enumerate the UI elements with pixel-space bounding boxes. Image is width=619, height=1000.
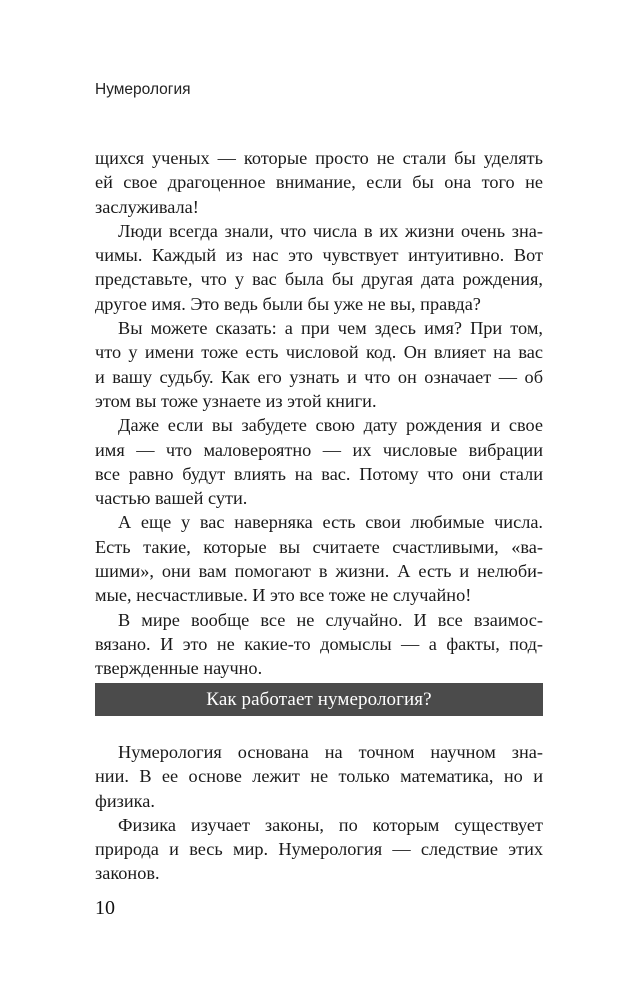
text-line: Вы можете сказать: а при чем здесь имя? При том, bbox=[118, 318, 543, 339]
page-number: 10 bbox=[95, 897, 115, 919]
running-header: Нумерология bbox=[95, 81, 191, 98]
text-line: имя — что маловероятно — их числовые вибрации bbox=[95, 439, 543, 460]
text-line: щихся ученых — которые просто не стали бы уделять bbox=[95, 148, 543, 168]
text-line: шими», они вам помогают в жизни. А есть и нелюби- bbox=[95, 561, 543, 582]
body-text-top bbox=[95, 146, 543, 681]
text-line: Даже если вы забудете свою дату рождения и свое bbox=[118, 415, 543, 436]
text-line: частью вашей сути. bbox=[95, 488, 248, 509]
section-heading bbox=[95, 683, 543, 716]
text-line: природа и весь мир. Нумерология — следствие этих bbox=[95, 839, 543, 860]
text-line: Нумерология основана на точном научном зна- bbox=[118, 742, 543, 762]
text-line: мые, несчастливые. И это все тоже не случайно! bbox=[95, 585, 472, 606]
text-line: что у имени тоже есть числовой код. Он влияет на вас bbox=[95, 342, 543, 363]
text-line: все равно будут влиять на вас. Потому что они стали bbox=[95, 463, 543, 484]
section-heading-text: Как работает нумерология? bbox=[206, 688, 432, 710]
text-line: заслуживала! bbox=[95, 196, 199, 217]
text-line: Люди всегда знали, что числа в их жизни очень зна- bbox=[118, 220, 543, 241]
text-line: и вашу судьбу. Как его узнать и что он означает — об bbox=[95, 366, 543, 387]
text-line: чимы. Каждый из нас это чувствует интуитивно. Вот bbox=[95, 245, 543, 266]
text-line: другое имя. Это ведь были бы уже не вы, правда? bbox=[95, 293, 481, 314]
text-line: физика. bbox=[95, 790, 155, 811]
text-line: законов. bbox=[95, 863, 160, 884]
text-line: вязано. И это не какие-то домыслы — а факты, под- bbox=[95, 633, 543, 654]
body-text-bottom bbox=[95, 740, 543, 886]
text-line: А еще у вас наверняка есть свои любимые числа. bbox=[118, 512, 543, 533]
text-line: Есть такие, которые вы считаете счастливыми, «ва- bbox=[95, 536, 543, 557]
text-line: твержденные научно. bbox=[95, 658, 263, 679]
text-line: этом вы тоже узнаете из этой книги. bbox=[95, 390, 377, 411]
text-line: представьте, что у вас была бы другая дата рождения, bbox=[95, 269, 543, 290]
text-line: В мире вообще все не случайно. И все взаимос- bbox=[118, 609, 543, 630]
text-line: нии. В ее основе лежит не только математика, но и bbox=[95, 766, 543, 787]
text-line: ей свое драгоценное внимание, если бы она того не bbox=[95, 172, 543, 193]
text-line: Физика изучает законы, по которым существует bbox=[118, 814, 543, 835]
